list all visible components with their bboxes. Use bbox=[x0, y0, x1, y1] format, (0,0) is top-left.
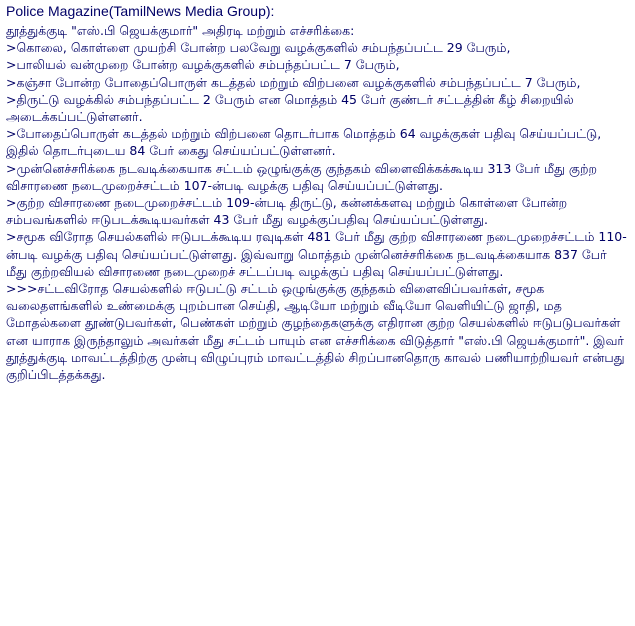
article-title-line: தூத்துக்குடி "எஸ்.பி ஜெயக்குமார்" அதிரடி மற்றும் எச்சரிக்கை: bbox=[6, 23, 355, 38]
article-paragraph: >சமூக விரோத செயல்களில் ஈடுபடக்கூடிய ரவுடிகள் 481 பேர் மீது குற்ற விசாரணை நடைமுறைச்சட்டம் 110-ன்படி வழக்கு பதிவு செய்யப்பட்டுள்ளது. இவ்வாறு மொத்தம் முன்னெச்சரிக்கை நடவடிக்கையாக 837 பேர் மீது குற்றவியல் விசாரணை நடைமுறைச் சட்டப்படி வழக்குப் பதிவு செய்யப்பட்டுள்ளது. bbox=[6, 229, 627, 279]
article-paragraph: >போதைப்பொருள் கடத்தல் மற்றும் விற்பனை தொடர்பாக மொத்தம் 64 வழக்குகள் பதிவு செய்யப்பட்டு, இதில் தொடர்புடைய 84 பேர் கைது செய்யப்பட்டுள்ளனர். bbox=[6, 126, 602, 159]
article-closing-paragraph: >>>சட்டவிரோத செயல்களில் ஈடுபட்டு சட்டம் ஒழுங்குக்கு குந்தகம் விளைவிப்பவர்கள், சமூக வலைதளங்களில் உண்மைக்கு புறம்பான செய்தி, ஆடியோ மற்றும் வீடியோ வெளியிட்டு ஜாதி, மத மோதல்களை தூண்டுபவர்கள், பெண்கள் மற்றும் குழந்தைகளுக்கு எதிரான குற்ற செயல்களில் ஈடுபடுபவர்கள் என யாராக இருந்தாலும் அவர்கள் மீது சட்டம் பாயும் என எச்சரிக்கை விடுத்தார் "எஸ்.பி ஜெயக்குமார்". இவர் தூத்துக்குடி மாவட்டத்திற்கு முன்பு விழுப்புரம் மாவட்டத்தில் சிறப்பானதொரு காவல் பணியாற்றியவர் என்பது குறிப்பிடத்தக்கது. bbox=[6, 281, 625, 383]
source-header: Police Magazine(TamilNews Media Group): bbox=[6, 3, 275, 19]
article-paragraph: >கொலை, கொள்ளை முயற்சி போன்ற பலவேறு வழக்குகளில் சம்பந்தப்பட்ட 29 பேரும், bbox=[6, 40, 511, 56]
article-paragraph: >கஞ்சா போன்ற போதைப்பொருள் கடத்தல் மற்றும் விற்பனை வழக்குகளில் சம்பந்தப்பட்ட 7 பேரும், bbox=[6, 74, 581, 90]
article-paragraph: >முன்னெச்சரிக்கை நடவடிக்கையாக சட்டம் ஒழுங்குக்கு குந்தகம் விளைவிக்கக்கூடிய 313 பேர் மீது குற்ற விசாரணை நடைமுறைச்சட்டம் 107-ன்படி வழக்கு பதிவு செய்யப்பட்டுள்ளது. bbox=[6, 160, 597, 193]
article-paragraph: >பாலியல் வன்முறை போன்ற வழக்குகளில் சம்பந்தப்பட்ட 7 பேரும், bbox=[6, 57, 400, 73]
article-paragraph: >குற்ற விசாரணை நடைமுறைச்சட்டம் 109-ன்படி திருட்டு, கன்னக்களவு மற்றும் கொள்ளை போன்ற சம்பவங்களில் ஈடுபடக்கூடியவர்கள் 43 பேர் மீது வழக்குப்பதிவு செய்யப்பட்டுள்ளது. bbox=[6, 195, 568, 228]
article-paragraph: >திருட்டு வழக்கில் சம்பந்தப்பட்ட 2 பேரும் என மொத்தம் 45 பேர் குண்டர் சட்டத்தின் கீழ் சிறையில் அடைக்கப்பட்டுள்ளனர். bbox=[6, 91, 574, 125]
